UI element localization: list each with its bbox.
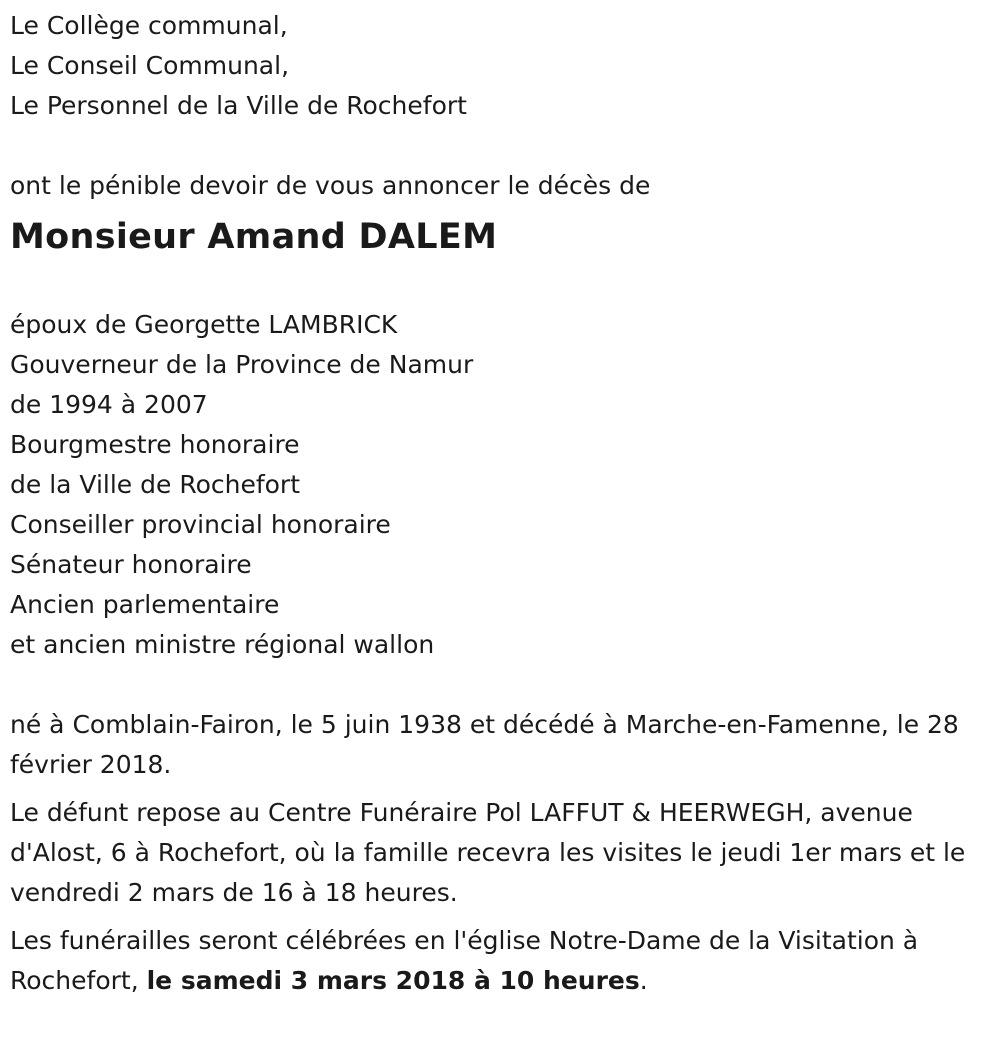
title-line: de la Ville de Rochefort — [10, 470, 301, 499]
birth-death-paragraph: né à Comblain-Fairon, le 5 juin 1938 et décédé à Marche-en-Famenne, le 28 février 2018. — [10, 710, 959, 779]
title-line: Conseiller provincial honoraire — [10, 510, 391, 539]
deceased-name: Monsieur Amand DALEM — [10, 217, 498, 257]
title-line: de 1994 à 2007 — [10, 390, 208, 419]
title-line: Ancien parlementaire — [10, 590, 280, 619]
title-line: Sénateur honoraire — [10, 550, 252, 579]
funeral-date: le samedi 3 mars 2018 à 10 heures — [146, 966, 640, 995]
funeral-period: . — [639, 966, 648, 995]
title-line: et ancien ministre régional wallon — [10, 630, 435, 659]
title-line: époux de Georgette LAMBRICK — [10, 310, 398, 339]
funeral-paragraph — [10, 921, 985, 1001]
visitation-paragraph: Le défunt repose au Centre Funéraire Pol LAFFUT & HEERWEGH, avenue d'Alost, 6 à Rochefort, où la famille recevra les visites le jeudi 1er mars et le vendredi 2 mars de 16 à 18 heures. — [10, 798, 966, 907]
header-conseil: Le Conseil Communal, — [10, 51, 290, 80]
spacer — [10, 665, 1000, 705]
title-line: Gouverneur de la Province de Namur — [10, 350, 474, 379]
funeral-text: Les funérailles seront célébrées en l'église Notre-Dame de la Visitation à Rochefort, — [10, 926, 919, 995]
header-college: Le Collège communal, — [10, 11, 288, 40]
announcement-text: ont le pénible devoir de vous annoncer le décès de — [10, 171, 651, 200]
title-line: Bourgmestre honoraire — [10, 430, 300, 459]
spacer — [10, 126, 1000, 166]
header-personnel: Le Personnel de la Ville de Rochefort — [10, 91, 467, 120]
